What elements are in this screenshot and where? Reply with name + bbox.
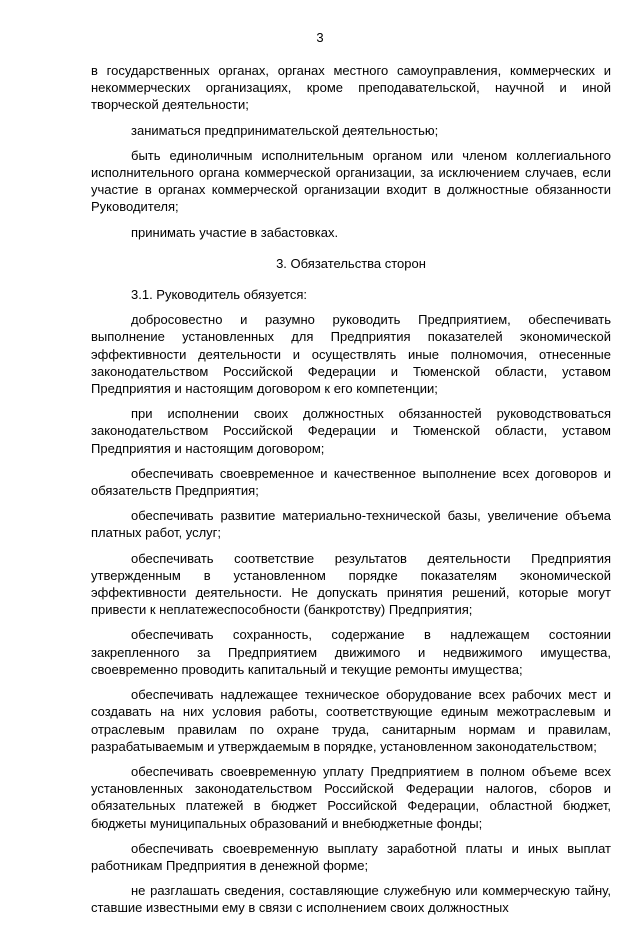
obligation-paragraph: обеспечивать развитие материально-технической базы, увеличение объема платных работ, услуг; xyxy=(91,508,611,541)
obligation-paragraph: обеспечивать сохранность, содержание в надлежащем состоянии закрепленного за Предприятием движимого и недвижимого имущества, своевременно проводить капитальный и текущие ремонты имущества; xyxy=(91,627,611,677)
page-number: 3 xyxy=(316,30,324,45)
section-heading: 3. Обязательства сторон xyxy=(276,255,426,271)
obligation-paragraph: добросовестно и разумно руководить Предприятием, обеспечивать выполнение установленных для Предприятия показателей экономической эффективности деятельности и осуществлять иные полномочия, отнесенные законодательством Российской Федерации и Тюменской области, уставом Предприятия и настоящим договором к его компетенции; xyxy=(91,312,611,397)
obligation-paragraph: обеспечивать соответствие результатов деятельности Предприятия утвержденным в установленном порядке показателям экономической эффективности деятельности. Не допускать принятия решений, которые могут привести к неплатежеспособности (банкротству) Предприятия; xyxy=(91,550,611,618)
document-body xyxy=(91,62,611,925)
paragraph: быть единоличным исполнительным органом или членом коллегиального исполнительного органа коммерческой организации, за исключением случаев, если участие в органах коммерческой организации входит в должностные обязанности Руководителя; xyxy=(91,147,611,215)
obligation-paragraph: обеспечивать своевременную уплату Предприятием в полном объеме всех установленных законодательством Российской Федерации налогов, сборов и обязательных платежей в бюджет Российской Федерации, областной бюджет, бюджеты муниципальных образований и внебюджетные фонды; xyxy=(91,763,611,831)
obligation-paragraph: обеспечивать своевременное и качественное выполнение всех договоров и обязательств Предприятия; xyxy=(91,465,611,499)
paragraph: в государственных органах, органах местного самоуправления, коммерческих и некоммерческих организациях, кроме преподавательской, научной и иной творческой деятельности; xyxy=(91,63,611,113)
obligation-paragraph: при исполнении своих должностных обязанностей руководствоваться законодательством Российской Федерации и Тюменской области, уставом Предприятия и настоящим договором; xyxy=(91,406,611,456)
obligation-paragraph: не разглашать сведения, составляющие служебную или коммерческую тайну, ставшие известными ему в связи с исполнением своих должностных xyxy=(91,883,611,916)
subsection-heading: 3.1. Руководитель обязуется: xyxy=(131,287,308,303)
obligation-paragraph: обеспечивать надлежащее техническое оборудование всех рабочих мест и создавать на них условия работы, соответствующие единым межотраслевым и отраслевым правилам по охране труда, санитарным нормам и правилам, разрабатываемым и утверждаемым в порядке, установленном законодательством; xyxy=(91,687,611,754)
paragraph: заниматься предпринимательской деятельностью; xyxy=(131,122,439,138)
paragraph: принимать участие в забастовках. xyxy=(131,224,339,240)
obligation-paragraph: обеспечивать своевременную выплату заработной платы и иных выплат работникам Предприятия в денежной форме; xyxy=(91,840,611,873)
